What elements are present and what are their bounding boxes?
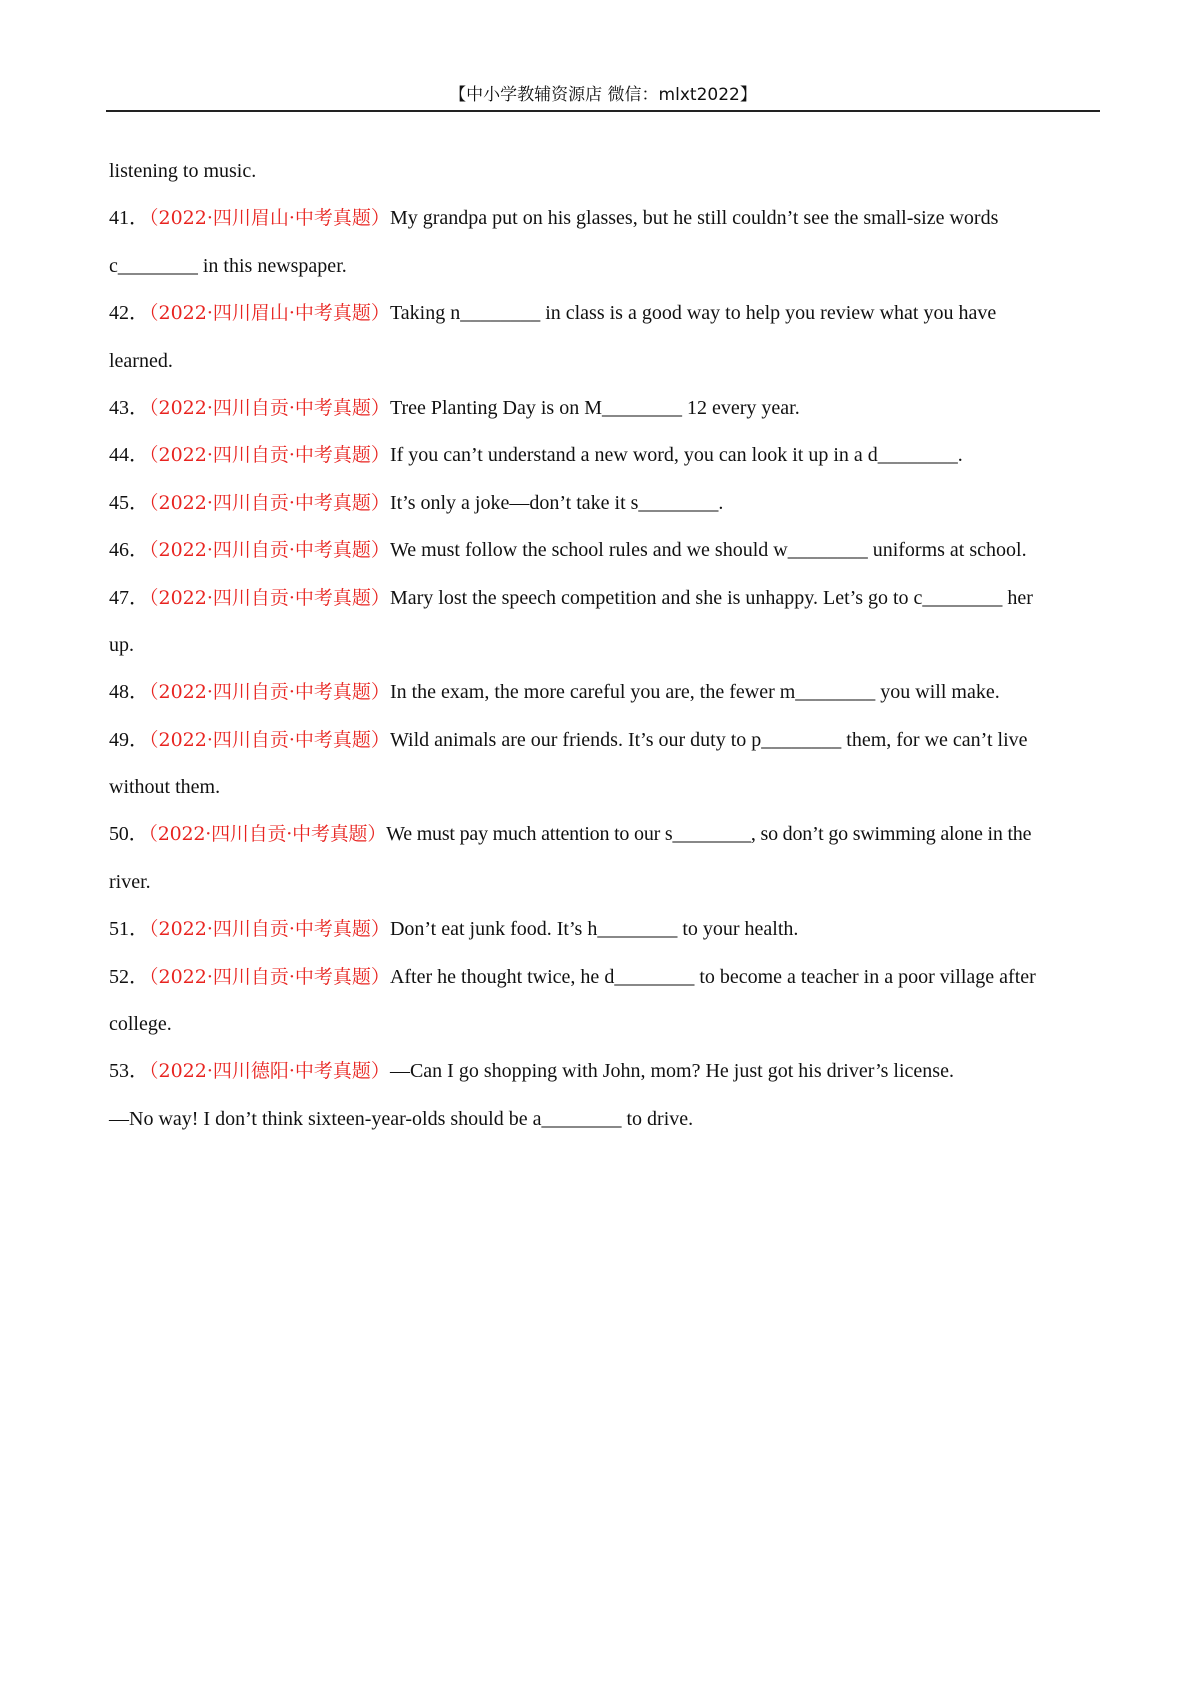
question-source: （2022·四川自贡·中考真题） xyxy=(148,823,387,846)
line-text: —No way! I don’t think sixteen-year-olds should be a________ to drive. xyxy=(109,1107,694,1130)
question-number: 53． xyxy=(109,1060,149,1083)
line-text: without them. xyxy=(109,776,221,799)
question-text: It’s only a joke—don’t take it s________. xyxy=(389,491,724,514)
line-text: c________ in this newspaper. xyxy=(109,254,347,277)
question-source: （2022·四川自贡·中考真题） xyxy=(149,444,390,467)
question-49 xyxy=(109,717,1101,764)
question-number: 43． xyxy=(109,396,149,419)
text-line xyxy=(109,859,1101,906)
text-line xyxy=(109,338,1101,385)
line-text: up. xyxy=(109,633,134,656)
question-number: 50． xyxy=(109,823,149,846)
question-42 xyxy=(109,290,1101,337)
header-divider xyxy=(106,110,1100,112)
question-text: Tree Planting Day is on M________ 12 every year. xyxy=(389,396,800,419)
text-line xyxy=(109,622,1101,669)
question-48 xyxy=(109,669,1101,716)
question-text: In the exam, the more careful you are, the fewer m________ you will make. xyxy=(389,681,1000,704)
question-number: 45． xyxy=(109,491,149,514)
question-text: Wild animals are our friends. It’s our duty to p________ them, for we can’t live xyxy=(389,728,1028,751)
question-text: We must pay much attention to our s________, so don’t go swimming alone in the xyxy=(386,823,1032,846)
text-line xyxy=(109,1096,1101,1143)
question-source: （2022·四川自贡·中考真题） xyxy=(149,396,390,419)
question-51 xyxy=(109,906,1101,953)
question-number: 47． xyxy=(109,586,149,609)
question-text: Taking n________ in class is a good way to help you review what you have xyxy=(389,302,997,325)
question-number: 49． xyxy=(109,728,149,751)
question-text: My grandpa put on his glasses, but he still couldn’t see the small-size words xyxy=(389,207,999,230)
question-text: If you can’t understand a new word, you can look it up in a d________. xyxy=(389,444,963,467)
line-text: listening to music. xyxy=(109,160,257,182)
question-source: （2022·四川德阳·中考真题） xyxy=(149,1060,390,1083)
question-50 xyxy=(109,811,1101,858)
text-line xyxy=(109,148,1101,195)
question-list xyxy=(109,148,1101,1143)
question-source: （2022·四川眉山·中考真题） xyxy=(149,302,390,325)
question-source: （2022·四川自贡·中考真题） xyxy=(149,491,390,514)
question-source: （2022·四川自贡·中考真题） xyxy=(149,586,390,609)
question-number: 44． xyxy=(109,444,149,467)
question-source: （2022·四川眉山·中考真题） xyxy=(149,207,390,230)
question-46 xyxy=(109,527,1101,574)
page-header: 【中小学教辅资源店 微信：mlxt2022】 xyxy=(449,85,757,105)
question-source: （2022·四川自贡·中考真题） xyxy=(149,918,390,941)
question-source: （2022·四川自贡·中考真题） xyxy=(149,728,390,751)
question-text: Mary lost the speech competition and she is unhappy. Let’s go to c________ her xyxy=(389,586,1033,609)
question-41 xyxy=(109,195,1101,242)
question-source: （2022·四川自贡·中考真题） xyxy=(149,539,390,562)
line-text: college. xyxy=(109,1013,172,1036)
question-52 xyxy=(109,954,1101,1001)
question-number: 51． xyxy=(109,918,149,941)
question-text: We must follow the school rules and we should w________ uniforms at school. xyxy=(389,539,1027,562)
question-47 xyxy=(109,575,1101,622)
text-line xyxy=(109,1001,1101,1048)
question-source: （2022·四川自贡·中考真题） xyxy=(149,965,390,988)
question-source: （2022·四川自贡·中考真题） xyxy=(149,681,390,704)
question-number: 42． xyxy=(109,302,149,325)
question-53 xyxy=(109,1048,1101,1095)
question-number: 52． xyxy=(109,965,149,988)
question-43 xyxy=(109,385,1101,432)
line-text: river. xyxy=(109,870,151,893)
line-text: learned. xyxy=(109,349,173,372)
question-text: —Can I go shopping with John, mom? He just got his driver’s license. xyxy=(389,1060,954,1083)
text-line xyxy=(109,764,1101,811)
question-45 xyxy=(109,480,1101,527)
question-number: 48． xyxy=(109,681,149,704)
question-text: Don’t eat junk food. It’s h________ to your health. xyxy=(389,918,799,941)
text-line xyxy=(109,243,1101,290)
question-44 xyxy=(109,432,1101,479)
question-number: 46． xyxy=(109,539,149,562)
question-number: 41． xyxy=(109,207,149,230)
question-text: After he thought twice, he d________ to become a teacher in a poor village after xyxy=(389,965,1036,988)
